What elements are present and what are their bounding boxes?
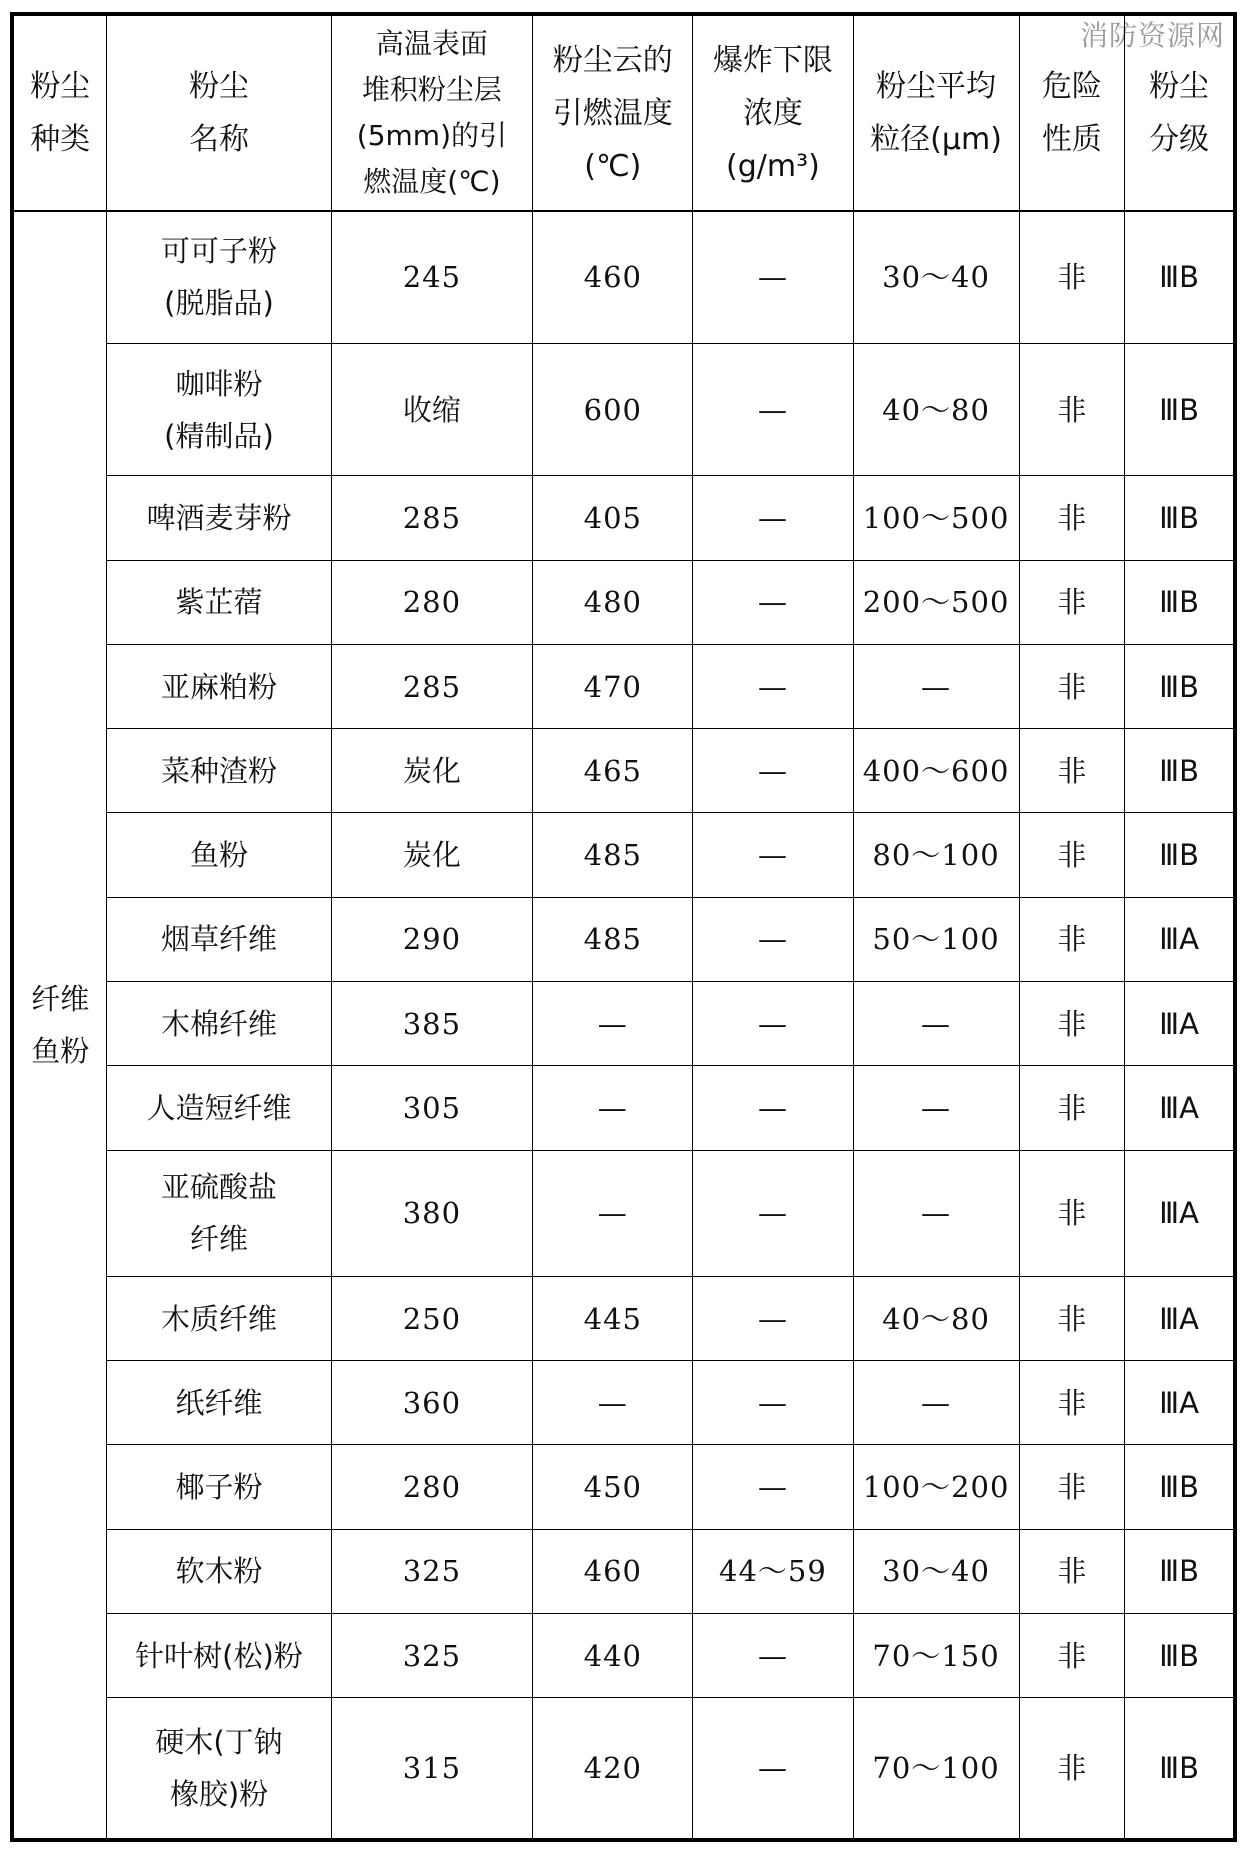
lower-explosive-limit-cell: — [693, 343, 853, 475]
lower-explosive-limit-cell: — [693, 211, 853, 343]
layer-ignition-temp-cell: 285 [331, 644, 533, 728]
table-row [12, 644, 1235, 728]
table-row [12, 813, 1235, 897]
particle-size-cell: 40～80 [853, 343, 1019, 475]
hazard-nature-cell: 非 [1019, 1361, 1125, 1445]
cloud-ignition-temp-cell: 405 [533, 476, 693, 560]
layer-ignition-temp-cell: 245 [331, 211, 533, 343]
header-dust-category: 粉尘 种类 [12, 14, 107, 211]
table-row [12, 1698, 1235, 1840]
hazard-nature-cell: 非 [1019, 1698, 1125, 1840]
watermark: 消防资源网 [1079, 19, 1225, 52]
dust-grade-cell: ⅢB [1125, 1529, 1235, 1613]
dust-grade-cell: ⅢA [1125, 1361, 1235, 1445]
dust-grade-cell: ⅢB [1125, 560, 1235, 644]
cloud-ignition-temp-cell: 465 [533, 729, 693, 813]
hazard-nature-cell: 非 [1019, 1529, 1125, 1613]
table-row [12, 211, 1235, 343]
dust-grade-cell: ⅢB [1125, 343, 1235, 475]
hazard-nature-cell: 非 [1019, 560, 1125, 644]
cloud-ignition-temp-cell: — [533, 1150, 693, 1276]
lower-explosive-limit-cell: — [693, 644, 853, 728]
cloud-ignition-temp-cell: — [533, 981, 693, 1065]
cloud-ignition-temp-cell: 600 [533, 343, 693, 475]
dust-grade-cell: ⅢA [1125, 1150, 1235, 1276]
hazard-nature-cell: 非 [1019, 897, 1125, 981]
lower-explosive-limit-cell: — [693, 1150, 853, 1276]
layer-ignition-temp-cell: 360 [331, 1361, 533, 1445]
table-row [12, 343, 1235, 475]
cloud-ignition-temp-cell: 450 [533, 1445, 693, 1529]
particle-size-cell: 400～600 [853, 729, 1019, 813]
hazard-nature-cell: 非 [1019, 1150, 1125, 1276]
dust-grade-cell: ⅢA [1125, 1276, 1235, 1360]
particle-size-cell: 70～150 [853, 1613, 1019, 1697]
table-row [12, 1150, 1235, 1276]
dust-name-cell: 针叶树(松)粉 [107, 1613, 331, 1697]
lower-explosive-limit-cell: — [693, 1698, 853, 1840]
layer-ignition-temp-cell: 收缩 [331, 343, 533, 475]
particle-size-cell: 30～40 [853, 211, 1019, 343]
particle-size-cell: — [853, 644, 1019, 728]
cloud-ignition-temp-cell: 440 [533, 1613, 693, 1697]
layer-ignition-temp-cell: 280 [331, 560, 533, 644]
dust-name-cell: 啤酒麦芽粉 [107, 476, 331, 560]
cloud-ignition-temp-cell: 480 [533, 560, 693, 644]
cloud-ignition-temp-cell: — [533, 1066, 693, 1150]
lower-explosive-limit-cell: — [693, 476, 853, 560]
particle-size-cell: 30～40 [853, 1529, 1019, 1613]
particle-size-cell: 50～100 [853, 897, 1019, 981]
lower-explosive-limit-cell: 44～59 [693, 1529, 853, 1613]
dust-grade-cell: ⅢB [1125, 644, 1235, 728]
dust-name-cell: 木质纤维 [107, 1276, 331, 1360]
cloud-ignition-temp-cell: 485 [533, 813, 693, 897]
header-dust-grade: 粉尘 分级 [1125, 14, 1235, 211]
layer-ignition-temp-cell: 285 [331, 476, 533, 560]
table-row [12, 1066, 1235, 1150]
dust-name-cell: 鱼粉 [107, 813, 331, 897]
cloud-ignition-temp-cell: 460 [533, 1529, 693, 1613]
dust-grade-cell: ⅢA [1125, 1066, 1235, 1150]
particle-size-cell: 40～80 [853, 1276, 1019, 1360]
particle-size-cell: — [853, 1361, 1019, 1445]
header-row [12, 14, 1235, 211]
header-layer-ignition-temp: 高温表面 堆积粉尘层 (5mm)的引 燃温度(℃) [331, 14, 533, 211]
dust-category-cell: 纤维 鱼粉 [12, 211, 107, 1840]
particle-size-cell: — [853, 1150, 1019, 1276]
layer-ignition-temp-cell: 炭化 [331, 729, 533, 813]
table-row [12, 1445, 1235, 1529]
particle-size-cell: 80～100 [853, 813, 1019, 897]
lower-explosive-limit-cell: — [693, 1361, 853, 1445]
layer-ignition-temp-cell: 250 [331, 1276, 533, 1360]
dust-name-cell: 咖啡粉 (精制品) [107, 343, 331, 475]
lower-explosive-limit-cell: — [693, 897, 853, 981]
dust-name-cell: 烟草纤维 [107, 897, 331, 981]
layer-ignition-temp-cell: 290 [331, 897, 533, 981]
lower-explosive-limit-cell: — [693, 813, 853, 897]
dust-grade-cell: ⅢB [1125, 1613, 1235, 1697]
table-row [12, 729, 1235, 813]
table-row [12, 897, 1235, 981]
lower-explosive-limit-cell: — [693, 1066, 853, 1150]
dust-name-cell: 亚麻粕粉 [107, 644, 331, 728]
particle-size-cell: 100～200 [853, 1445, 1019, 1529]
hazard-nature-cell: 非 [1019, 476, 1125, 560]
cloud-ignition-temp-cell: 445 [533, 1276, 693, 1360]
dust-grade-cell: ⅢA [1125, 981, 1235, 1065]
particle-size-cell: — [853, 1066, 1019, 1150]
dust-name-cell: 硬木(丁钠 橡胶)粉 [107, 1698, 331, 1840]
layer-ignition-temp-cell: 炭化 [331, 813, 533, 897]
cloud-ignition-temp-cell: 485 [533, 897, 693, 981]
dust-name-cell: 椰子粉 [107, 1445, 331, 1529]
header-lower-explosive-limit: 爆炸下限 浓度 (g/m³) [693, 14, 853, 211]
hazard-nature-cell: 非 [1019, 1613, 1125, 1697]
dust-name-cell: 人造短纤维 [107, 1066, 331, 1150]
lower-explosive-limit-cell: — [693, 729, 853, 813]
layer-ignition-temp-cell: 305 [331, 1066, 533, 1150]
layer-ignition-temp-cell: 315 [331, 1698, 533, 1840]
layer-ignition-temp-cell: 325 [331, 1613, 533, 1697]
hazard-nature-cell: 非 [1019, 343, 1125, 475]
table-row [12, 1529, 1235, 1613]
dust-name-cell: 纸纤维 [107, 1361, 331, 1445]
hazard-nature-cell: 非 [1019, 211, 1125, 343]
dust-name-cell: 亚硫酸盐 纤维 [107, 1150, 331, 1276]
header-dust-name: 粉尘 名称 [107, 14, 331, 211]
dust-grade-cell: ⅢB [1125, 476, 1235, 560]
layer-ignition-temp-cell: 325 [331, 1529, 533, 1613]
lower-explosive-limit-cell: — [693, 1445, 853, 1529]
hazard-nature-cell: 非 [1019, 1066, 1125, 1150]
table-row [12, 1276, 1235, 1360]
dust-properties-table [10, 12, 1237, 1842]
particle-size-cell: 70～100 [853, 1698, 1019, 1840]
table-row [12, 560, 1235, 644]
hazard-nature-cell: 非 [1019, 729, 1125, 813]
layer-ignition-temp-cell: 385 [331, 981, 533, 1065]
hazard-nature-cell: 非 [1019, 1276, 1125, 1360]
cloud-ignition-temp-cell: 470 [533, 644, 693, 728]
header-hazard-nature: 危险 性质 [1019, 14, 1125, 211]
header-cloud-ignition-temp: 粉尘云的 引燃温度 (℃) [533, 14, 693, 211]
dust-name-cell: 紫芷蓿 [107, 560, 331, 644]
dust-grade-cell: ⅢB [1125, 1445, 1235, 1529]
dust-grade-cell: ⅢB [1125, 813, 1235, 897]
layer-ignition-temp-cell: 280 [331, 1445, 533, 1529]
cloud-ignition-temp-cell: 420 [533, 1698, 693, 1840]
header-particle-size: 粉尘平均 粒径(μm) [853, 14, 1019, 211]
table-row [12, 1361, 1235, 1445]
dust-name-cell: 菜种渣粉 [107, 729, 331, 813]
dust-name-cell: 木棉纤维 [107, 981, 331, 1065]
particle-size-cell: — [853, 981, 1019, 1065]
table-row [12, 476, 1235, 560]
hazard-nature-cell: 非 [1019, 1445, 1125, 1529]
table-row [12, 1613, 1235, 1697]
dust-name-cell: 可可子粉 (脱脂品) [107, 211, 331, 343]
particle-size-cell: 200～500 [853, 560, 1019, 644]
layer-ignition-temp-cell: 380 [331, 1150, 533, 1276]
table-row [12, 981, 1235, 1065]
hazard-nature-cell: 非 [1019, 644, 1125, 728]
dust-grade-cell: ⅢB [1125, 729, 1235, 813]
lower-explosive-limit-cell: — [693, 560, 853, 644]
hazard-nature-cell: 非 [1019, 981, 1125, 1065]
dust-grade-cell: ⅢA [1125, 897, 1235, 981]
dust-grade-cell: ⅢB [1125, 1698, 1235, 1840]
particle-size-cell: 100～500 [853, 476, 1019, 560]
lower-explosive-limit-cell: — [693, 1276, 853, 1360]
lower-explosive-limit-cell: — [693, 981, 853, 1065]
hazard-nature-cell: 非 [1019, 813, 1125, 897]
lower-explosive-limit-cell: — [693, 1613, 853, 1697]
dust-name-cell: 软木粉 [107, 1529, 331, 1613]
cloud-ignition-temp-cell: 460 [533, 211, 693, 343]
dust-grade-cell: ⅢB [1125, 211, 1235, 343]
cloud-ignition-temp-cell: — [533, 1361, 693, 1445]
